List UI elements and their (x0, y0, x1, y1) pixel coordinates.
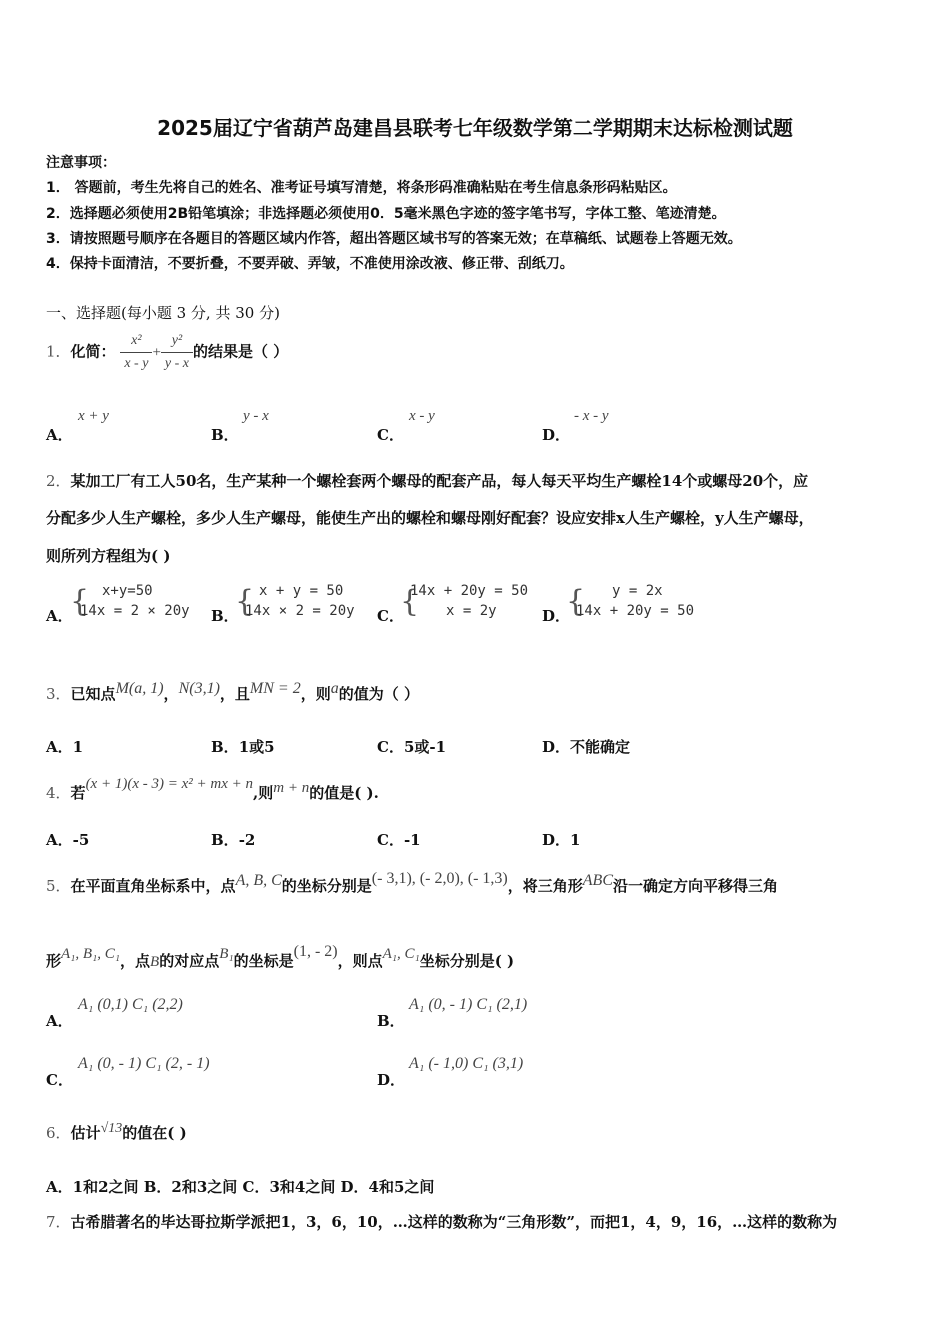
brace-icon: { (400, 584, 420, 619)
section-heading: 一、选择题(每小题 3 分, 共 30 分) (46, 304, 280, 322)
question-5-line-2: 形A₁, B₁, C₁，点B的对应点B₁的坐标是(1, - 2)，则点A₁, C₁坐标分别是( ) (46, 943, 515, 970)
option-b: B．1或5 (211, 738, 275, 756)
question-2-line-1: 2．某加工厂有工人50名，生产某种一个螺栓套两个螺母的配套产品，每人每天平均生产螺栓14个或螺母20个，应 (46, 472, 809, 490)
question-1 (46, 330, 288, 375)
brace-icon: { (70, 584, 90, 619)
question-2-line-3: 则所列方程组为( ) (46, 547, 171, 565)
question-text: 化简： (70, 342, 116, 361)
option-d: A₁ (- 1,0) C₁ (3,1) (409, 1055, 524, 1072)
option-c: A₁ (0, - 1) C₁ (2, - 1) (78, 1055, 210, 1072)
option-c: x - y (409, 408, 435, 424)
question-number: 1． (46, 342, 71, 361)
option-label: C． (46, 1071, 73, 1089)
brace-icon: { (566, 584, 586, 619)
page-title: 2025届辽宁省葫芦岛建昌县联考七年级数学第二学期期末达标检测试题 (157, 116, 793, 140)
question-7: 7．古希腊著名的毕达哥拉斯学派把1，3，6，10，…这样的数称为“三角形数”，而把1，4，9，16，…这样的数称为 (46, 1213, 838, 1231)
notice-item: 1． 答题前，考生先将自己的姓名、准考证号填写清楚，将条形码准确粘贴在考生信息条形码粘贴区。 (46, 180, 677, 196)
option-a: A₁ (0,1) C₁ (2,2) (78, 996, 183, 1013)
option-d-system: y = 2x 14x + 20y = 50 (576, 583, 695, 619)
option-d: - x - y (574, 408, 609, 424)
option-label: A． (46, 607, 73, 625)
question-5-line-1: 5．在平面直角坐标系中，点A, B, C的坐标分别是(- 3,1), (- 2,0), (- 1,3)，将三角形ABC沿一确定方向平移得三角 (46, 870, 778, 895)
question-2-line-2: 分配多少人生产螺栓，多少人生产螺母，能使生产出的螺栓和螺母刚好配套？设应安排x人生产螺栓，y人生产螺母， (46, 509, 814, 527)
option-label: A． (46, 1012, 73, 1030)
option-a: A．-5 (46, 831, 90, 849)
option-d: D．1 (542, 831, 581, 849)
option-label: D． (542, 607, 571, 625)
option-b-system: x + y = 50 14x × 2 = 20y (245, 583, 355, 619)
plus-sign: + (152, 344, 161, 361)
option-label: B． (377, 1012, 405, 1030)
fraction: $\frac{\text{x²}}{x - y}$ (120, 330, 152, 375)
option-label: D． (542, 426, 571, 444)
question-6-options: A．1和2之间 B．2和3之间 C．3和4之间 D．4和5之间 (46, 1178, 435, 1196)
notice-item: 4．保持卡面清洁，不要折叠，不要弄破、弄皱，不准使用涂改液、修正带、刮纸刀。 (46, 256, 574, 272)
question-4: 4．若(x + 1)(x - 3) = x² + mx + n,则m + n的值是( ). (46, 776, 379, 802)
option-c: C．-1 (377, 831, 421, 849)
option-d: D．不能确定 (542, 738, 631, 756)
option-a: x + y (78, 408, 109, 424)
option-c: C．5或-1 (377, 738, 447, 756)
option-label: C． (377, 607, 404, 625)
fraction: $\frac{\text{y²}}{y - x}$ (161, 330, 193, 375)
option-b: y - x (243, 408, 269, 424)
question-6: 6．估计√13的值在( ) (46, 1121, 187, 1142)
option-a-system: x+y=50 14x = 2 × 20y (80, 583, 190, 619)
question-3: 3．已知点M(a, 1)，N(3,1)，且MN = 2，则a的值为（ ） (46, 680, 419, 703)
brace-icon: { (235, 584, 255, 619)
option-label: C． (377, 426, 404, 444)
question-text: 的结果是（ ） (193, 342, 289, 361)
option-label: B． (211, 426, 239, 444)
notice-item: 2．选择题必须使用2B铅笔填涂；非选择题必须使用0．5毫米黑色字迹的签字笔书写，字体工整、笔迹清楚。 (46, 206, 726, 222)
option-b: B．-2 (211, 831, 256, 849)
notice-heading: 注意事项： (46, 155, 116, 171)
option-label: D． (377, 1071, 406, 1089)
option-c-system: 14x + 20y = 50 x = 2y (410, 583, 529, 619)
option-a: A．1 (46, 738, 84, 756)
option-label: B． (211, 607, 239, 625)
notice-item: 3．请按照题号顺序在各题目的答题区域内作答，超出答题区域书写的答案无效；在草稿纸、试题卷上答题无效。 (46, 231, 742, 247)
option-label: A． (46, 426, 73, 444)
option-b: A₁ (0, - 1) C₁ (2,1) (409, 996, 528, 1013)
